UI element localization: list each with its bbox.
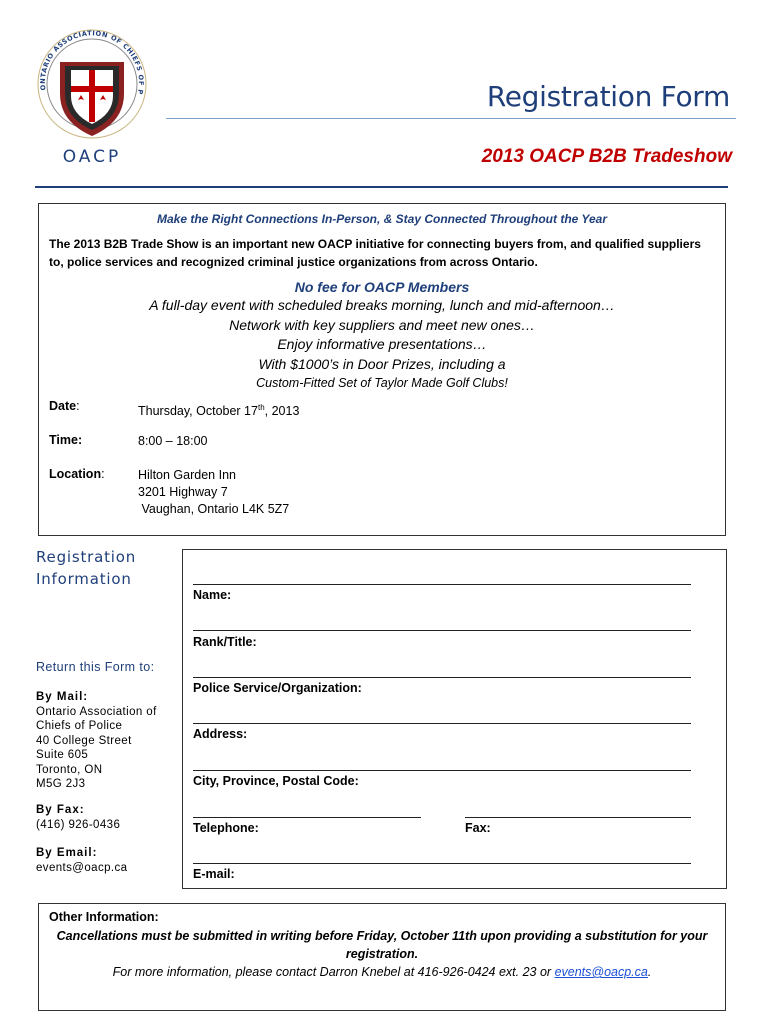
date-label: Date:	[49, 399, 80, 413]
registration-info-heading: Registration Information	[36, 548, 137, 588]
name-label: Name:	[193, 588, 232, 602]
contact-email-link[interactable]: events@oacp.ca	[554, 965, 648, 979]
email-field[interactable]	[193, 863, 691, 864]
time-value: 8:00 – 18:00	[138, 434, 208, 448]
date-value: Thursday, October 17th, 2013	[138, 403, 300, 419]
city-province-postal-label: City, Province, Postal Code:	[193, 774, 359, 788]
location-value: Hilton Garden Inn 3201 Highway 7 Vaughan, Ontario L4K 5Z7	[138, 468, 290, 516]
highlight-line: Enjoy informative presentations…	[277, 336, 487, 352]
page-subtitle: 2013 OACP B2B Tradeshow	[481, 146, 732, 167]
email-contact: By Email: events@oacp.ca	[36, 847, 128, 874]
city-province-postal-field[interactable]	[193, 770, 691, 771]
address-label: Address:	[193, 727, 248, 741]
time-label: Time:	[49, 433, 83, 447]
highlight-line: Network with key suppliers and meet new ones…	[229, 316, 535, 333]
other-info-text	[39, 927, 725, 981]
return-form-heading: Return this Form to:	[36, 660, 155, 674]
organization-label: Police Service/Organization:	[193, 681, 362, 695]
event-highlights	[39, 296, 725, 394]
fax-field[interactable]	[465, 817, 691, 818]
other-information-box	[38, 903, 726, 1011]
highlight-line: A full-day event with scheduled breaks morning, lunch and mid-afternoon…	[149, 297, 615, 313]
highlight-line: Custom-Fitted Set of Taylor Made Golf Clubs!	[256, 376, 508, 390]
logo-ring-text: ONTARIO ASSOCIATION OF CHIEFS OF P	[38, 29, 146, 96]
cancellation-policy-cont: registration.	[345, 947, 419, 961]
mail-contact: By Mail: Ontario Association of Chiefs of Police 40 College Street Suite 605 Toronto, ON M5G 2J3	[36, 691, 157, 790]
logo-acronym: OACP	[62, 147, 122, 167]
other-info-heading: Other Information:	[49, 910, 159, 924]
contact-line: For more information, please contact Darron Knebel at 416-926-0424 ext. 23 or events@oacp.ca.	[112, 965, 652, 979]
email-label: E-mail:	[193, 867, 235, 881]
no-fee-notice: No fee for OACP Members	[294, 279, 470, 295]
address-field[interactable]	[193, 723, 691, 724]
oacp-crest-icon	[30, 20, 160, 170]
rank-field[interactable]	[193, 630, 691, 631]
fax-contact: By Fax: (416) 926-0436	[36, 804, 121, 831]
organization-field[interactable]	[193, 677, 691, 678]
page-title: Registration Form	[486, 80, 730, 113]
title-underline	[166, 118, 736, 119]
location-label: Location:	[49, 467, 105, 481]
fax-label: Fax:	[465, 821, 491, 835]
telephone-label: Telephone:	[193, 821, 259, 835]
oacp-logo	[30, 20, 160, 170]
event-intro-box	[38, 203, 726, 536]
cancellation-policy: Cancellations must be submitted in writing before Friday, October 11th upon providing a substitution for your	[56, 929, 708, 943]
tagline: Make the Right Connections In-Person, & Stay Connected Throughout the Year	[156, 212, 608, 226]
header-divider	[35, 186, 728, 188]
rank-label: Rank/Title:	[193, 635, 257, 649]
registration-form	[182, 549, 727, 889]
telephone-field[interactable]	[193, 817, 421, 818]
intro-paragraph: The 2013 B2B Trade Show is an important new OACP initiative for connecting buyers from, and qualified suppliers to, police services and recognized criminal justice organizations from across Ontario.	[49, 237, 701, 269]
name-field[interactable]	[193, 584, 691, 585]
highlight-line: With $1000’s in Door Prizes, including a	[258, 355, 506, 372]
